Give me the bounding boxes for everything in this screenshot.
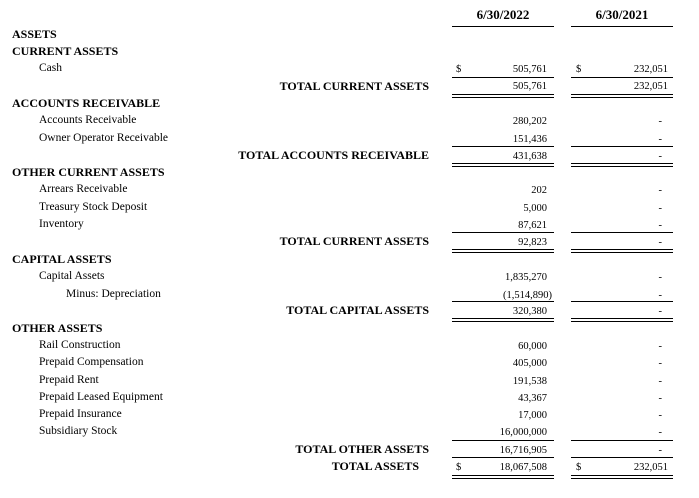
other-asset-label: Prepaid Insurance bbox=[39, 408, 122, 420]
other-asset-2022: 60,000 bbox=[518, 341, 547, 352]
other-asset-2022: 43,367 bbox=[518, 393, 547, 404]
total-ar-double-rule-2022 bbox=[452, 163, 554, 167]
capital-item-2021: - bbox=[658, 272, 662, 283]
total-current-assets-2021: 232,051 bbox=[633, 81, 668, 92]
total-other-rule-2022 bbox=[452, 440, 554, 441]
total-capital-rule-2021 bbox=[571, 301, 673, 302]
total-assets-double-rule-2021 bbox=[571, 475, 673, 479]
oca-item-2021: - bbox=[658, 185, 662, 196]
other-asset-2021: - bbox=[658, 410, 662, 421]
total-other-current-assets-2022: 92,823 bbox=[518, 237, 547, 248]
capital-item-2021: - bbox=[658, 290, 662, 301]
oca-item-2022: 202 bbox=[531, 185, 547, 196]
header-rule-2021 bbox=[571, 26, 673, 27]
cash-2021: 232,051 bbox=[633, 64, 668, 75]
total-capital-double-rule-2021 bbox=[571, 318, 673, 322]
total-current-double-rule-2021 bbox=[571, 94, 673, 98]
total-ar-rule-2021 bbox=[571, 146, 673, 147]
cash-2022: 505,761 bbox=[512, 64, 547, 75]
total-current-double-rule-2022 bbox=[452, 94, 554, 98]
oca-item-label: Inventory bbox=[39, 218, 84, 230]
other-asset-label: Subsidiary Stock bbox=[39, 425, 118, 437]
total-current-assets-2022: 505,761 bbox=[512, 81, 547, 92]
total-ar-rule-2022 bbox=[452, 146, 554, 147]
total-capital-assets-2021: - bbox=[658, 306, 662, 317]
oca-item-2022: 5,000 bbox=[523, 203, 547, 214]
total-capital-assets-label: TOTAL CAPITAL ASSETS bbox=[286, 303, 429, 317]
capital-item-2022: 1,835,270 bbox=[505, 272, 547, 283]
other-asset-label: Prepaid Rent bbox=[39, 374, 99, 386]
total-assets-2021: 232,051 bbox=[633, 462, 668, 473]
total-other-current-assets-label: TOTAL CURRENT ASSETS bbox=[279, 234, 429, 248]
other-asset-2022: 191,538 bbox=[512, 376, 547, 387]
oca-item-2021: - bbox=[658, 203, 662, 214]
cash-dollar-2021: $ bbox=[576, 64, 582, 75]
total-capital-rule-2022 bbox=[452, 301, 554, 302]
total-current-rule-2021 bbox=[571, 77, 673, 78]
other-asset-label: Prepaid Leased Equipment bbox=[39, 391, 163, 403]
total-assets-dollar-2021: $ bbox=[576, 462, 582, 473]
ar-item-2021: - bbox=[658, 134, 662, 145]
cash-label: Cash bbox=[39, 62, 62, 74]
other-asset-2022: 405,000 bbox=[512, 358, 547, 369]
other-asset-2021: - bbox=[658, 341, 662, 352]
current-assets-title: CURRENT ASSETS bbox=[12, 44, 119, 58]
assets-title: ASSETS bbox=[12, 27, 57, 41]
total-capital-double-rule-2022 bbox=[452, 318, 554, 322]
total-oca-double-rule-2021 bbox=[571, 249, 673, 253]
total-other-current-assets-2021: - bbox=[658, 237, 662, 248]
ar-item-2021: - bbox=[658, 116, 662, 127]
total-assets-double-rule-2022 bbox=[452, 475, 554, 479]
total-other-assets-2022: 16,716,905 bbox=[499, 445, 547, 456]
header-rule-2022 bbox=[452, 26, 554, 27]
total-current-assets-label: TOTAL CURRENT ASSETS bbox=[279, 79, 429, 93]
other-asset-2021: - bbox=[658, 376, 662, 387]
other-asset-2021: - bbox=[658, 358, 662, 369]
other-asset-2021: - bbox=[658, 393, 662, 404]
total-oca-rule-2021 bbox=[571, 232, 673, 233]
total-other-bottom-rule-2021 bbox=[571, 457, 673, 458]
total-other-assets-2021: - bbox=[658, 445, 662, 456]
total-ar-double-rule-2021 bbox=[571, 163, 673, 167]
total-current-rule-2022 bbox=[452, 77, 554, 78]
total-assets-2022: 18,067,508 bbox=[499, 462, 547, 473]
other-assets-title: OTHER ASSETS bbox=[12, 321, 103, 335]
total-accounts-receivable-2022: 431,638 bbox=[512, 151, 547, 162]
total-other-assets-label: TOTAL OTHER ASSETS bbox=[295, 442, 429, 456]
ar-item-label: Owner Operator Receivable bbox=[39, 132, 168, 144]
total-oca-rule-2022 bbox=[452, 232, 554, 233]
capital-assets-title: CAPITAL ASSETS bbox=[12, 252, 112, 266]
other-asset-2022: 16,000,000 bbox=[499, 427, 547, 438]
oca-item-label: Arrears Receivable bbox=[39, 183, 128, 195]
column-header-2022: 6/30/2022 bbox=[476, 7, 530, 22]
capital-item-label: Minus: Depreciation bbox=[66, 288, 161, 300]
total-assets-label: TOTAL ASSETS bbox=[331, 459, 419, 473]
total-other-rule-2021 bbox=[571, 440, 673, 441]
other-asset-label: Prepaid Compensation bbox=[39, 356, 144, 368]
oca-item-label: Treasury Stock Deposit bbox=[39, 201, 148, 213]
oca-item-2021: - bbox=[658, 220, 662, 231]
total-assets-dollar-2022: $ bbox=[456, 462, 462, 473]
ar-item-label: Accounts Receivable bbox=[39, 114, 137, 126]
total-accounts-receivable-label: TOTAL ACCOUNTS RECEIVABLE bbox=[238, 148, 429, 162]
total-oca-double-rule-2022 bbox=[452, 249, 554, 253]
other-current-assets-title: OTHER CURRENT ASSETS bbox=[12, 165, 165, 179]
cash-dollar-2022: $ bbox=[456, 64, 462, 75]
capital-item-label: Capital Assets bbox=[39, 270, 105, 282]
total-capital-assets-2022: 320,380 bbox=[512, 306, 547, 317]
total-other-bottom-rule-2022 bbox=[452, 457, 554, 458]
ar-item-2022: 280,202 bbox=[512, 116, 547, 127]
capital-item-2022: (1,514,890) bbox=[503, 290, 552, 301]
other-asset-2022: 17,000 bbox=[518, 410, 547, 421]
other-asset-2021: - bbox=[658, 427, 662, 438]
other-asset-label: Rail Construction bbox=[39, 339, 121, 351]
total-accounts-receivable-2021: - bbox=[658, 151, 662, 162]
oca-item-2022: 87,621 bbox=[518, 220, 547, 231]
ar-item-2022: 151,436 bbox=[512, 134, 547, 145]
accounts-receivable-title: ACCOUNTS RECEIVABLE bbox=[12, 96, 161, 110]
column-header-2021: 6/30/2021 bbox=[595, 7, 649, 22]
